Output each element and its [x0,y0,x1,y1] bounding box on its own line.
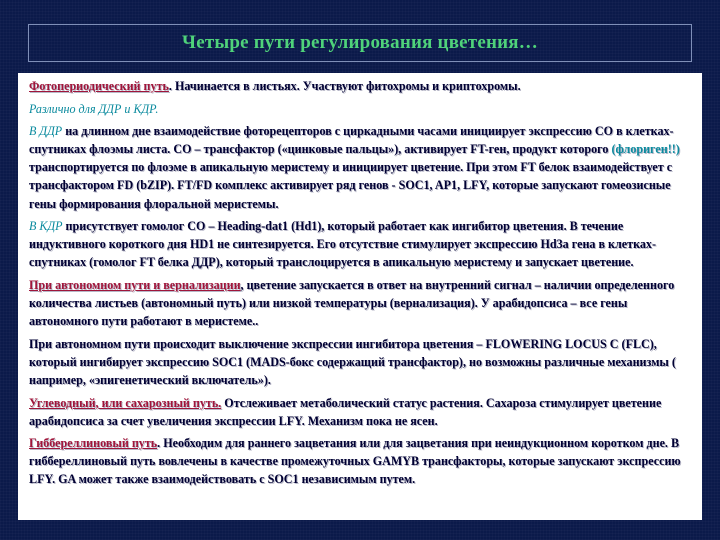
paragraph-photoperiodic [29,77,688,95]
paragraph-text: транспортируется по флоэме в апикальную меристему и инициирует цветение. При этом FT белок взаимодействует с трансфактором FD (bZIP). FT/FD комплекс активирует ряд генов - SOC1, AP1, LFY, которые запускают гомеозисные гены формирования флоральной меристемы. [29,160,673,211]
paragraph-sdp [29,217,688,271]
paragraph-text: Отслеживает метаболический статус растения. Сахароза стимулирует цветение арабидопсиса за счет увеличения экспрессии LFY. Механизм пока не ясен. [29,395,662,428]
term-autonomous-vernalization: При автономном пути и вернализации [29,277,241,292]
term-sucrose-path: Углеводный, или сахарозный путь. [29,395,222,410]
content-panel [18,73,702,520]
ldp-lead: В ДДР [29,124,63,139]
paragraph-ldp-sdp-note [29,100,688,118]
paragraph-text: . Необходим для раннего зацветания или для зацветания при неиндукционном коротком дне. В гиббереллиновый путь вовлечены в качестве промежуточных GAMYB трансфакторы, которые запускают экспрессию LFY. GA может также взаимодействовать с SOC1 независимым путем. [29,436,681,487]
paragraph-autonomous-vernalization [29,276,688,330]
term-gibberellin-path: Гиббереллиновый путь [29,436,158,451]
slide-title-box [28,24,692,62]
ldp-sdp-note: Различно для ДДР и КДР. [29,101,159,116]
florigen-highlight: (флориген!!) [611,142,680,157]
slide-title: Четыре пути регулирования цветения… [182,32,538,53]
paragraph-autonomous-flc [29,335,688,389]
paragraph-ldp [29,122,688,212]
paragraph-text: присутствует гомолог CO – Heading-dat1 (Hd1), который работает как ингибитор цветения. В течение индуктивного короткого дня HD1 не синтезируется. Его отсутствие стимулирует экспрессию Hd3a гена в клетках-спутниках (гомолог FT белка ДДР), который транслоцируется в апикальную меристему и запускает цветение. [29,219,657,270]
paragraph-sucrose [29,394,688,430]
paragraph-text: При автономном пути происходит выключение экспрессии ингибитора цветения – FLOWERING LOCUS C (FLC), который ингибирует экспрессию SOC1 (MADS-бокс содержащий трансфактор), но возможны различные механизмы ( например, «эпигенетический включатель»). [29,336,676,387]
paragraph-gibberellin [29,434,688,488]
term-photoperiodic-path: Фотопериодический путь [29,79,169,93]
paragraph-text: на длинном дне взаимодействие фоторецепторов с циркадными часами инициирует экспрессию CO в клетках-спутниках флоэмы листа. CO – трансфактор («цинковые пальцы»), активирует FT-ген, продукт которого [29,124,674,157]
paragraph-text: , цветение запускается в ответ на внутренний сигнал – наличии определенного количества листьев (автономный путь) или низкой температуры (вернализация). У арабидопсиса – все гены автономного пути работают в меристеме.. [29,277,675,329]
sdp-lead: В КДР [29,219,63,234]
paragraph-text: . Начинается в листьях. Участвуют фитохромы и криптохромы. [168,79,521,93]
